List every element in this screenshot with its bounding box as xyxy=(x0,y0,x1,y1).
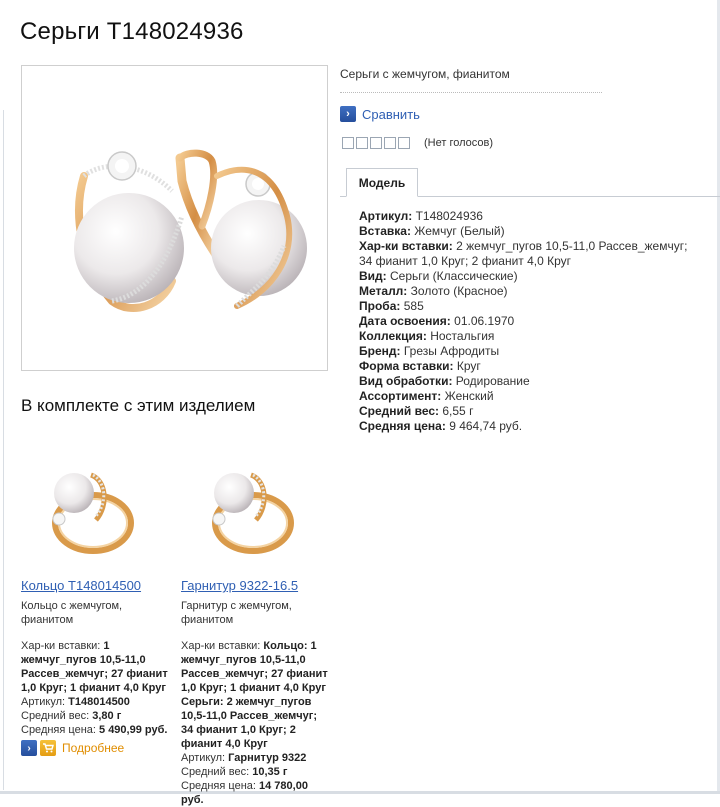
property-value: 01.06.1970 xyxy=(454,314,515,328)
property-key: Бренд: xyxy=(359,344,401,358)
kit-item-specs xyxy=(21,639,171,737)
property-row xyxy=(359,284,699,299)
property-value: Родирование xyxy=(455,374,530,388)
property-key: Дата освоения: xyxy=(359,314,451,328)
price-key: Средняя цена: xyxy=(181,780,256,792)
property-key: Вид обработки: xyxy=(359,374,453,388)
kit-item-link[interactable]: Гарнитур 9322-16.5 xyxy=(181,578,299,593)
ring-icon xyxy=(181,445,306,570)
kit-section-title: В комплекте с этим изделием xyxy=(21,396,256,415)
property-value: T148024936 xyxy=(415,209,483,223)
more-actions xyxy=(21,740,124,756)
kit-item-link[interactable]: Кольцо T148014500 xyxy=(21,578,142,593)
property-key: Хар-ки вставки: xyxy=(359,239,453,253)
specs-key: Хар-ки вставки: xyxy=(21,640,101,652)
rating-star-1[interactable] xyxy=(342,137,354,149)
property-key: Ассортимент: xyxy=(359,389,442,403)
property-key: Средний вес: xyxy=(359,404,440,418)
specs-key: Хар-ки вставки: xyxy=(181,640,261,652)
property-row xyxy=(359,404,699,419)
set-image[interactable] xyxy=(181,445,306,570)
property-row xyxy=(359,359,699,374)
property-key: Вставка: xyxy=(359,224,411,238)
ring-icon xyxy=(21,445,146,570)
earrings-image xyxy=(22,66,327,370)
property-row xyxy=(359,329,699,344)
more-link[interactable]: Подробнее xyxy=(62,741,125,755)
property-key: Средняя цена: xyxy=(359,419,446,433)
property-value: 2 жемчуг_пугов 10,5-11,0 Рассев_жемчуг; 34 фианит 1,0 Круг; 2 фианит 4,0 Круг xyxy=(359,239,688,268)
property-value: Жемчуг (Белый) xyxy=(414,224,505,238)
left-frame-border xyxy=(0,110,4,790)
product-properties xyxy=(359,209,699,434)
price-key: Средняя цена: xyxy=(21,724,96,736)
property-row xyxy=(359,344,699,359)
property-value: Круг xyxy=(456,359,481,373)
bottom-frame-border xyxy=(0,791,720,794)
rating-star-4[interactable] xyxy=(384,137,396,149)
weight-key: Средний вес: xyxy=(21,710,90,722)
property-row xyxy=(359,314,699,329)
property-row xyxy=(359,209,699,224)
property-value: Серьги (Классические) xyxy=(390,269,518,283)
property-key: Металл: xyxy=(359,284,408,298)
property-row xyxy=(359,374,699,389)
property-value: 9 464,74 руб. xyxy=(449,419,523,433)
property-value: Золото (Красное) xyxy=(410,284,508,298)
rating-widget xyxy=(342,137,493,149)
property-key: Артикул: xyxy=(359,209,413,223)
article-key: Артикул: xyxy=(181,752,226,764)
kit-item-description: Гарнитур с жемчугом, фианитом xyxy=(181,600,292,626)
property-row xyxy=(359,239,699,269)
property-row xyxy=(359,419,699,434)
specs-value: 1 жемчуг_пугов 10,5-11,0 Рассев_жемчуг; 27 фианит 1,0 Круг; 1 фианит 4,0 Круг xyxy=(21,640,168,694)
rating-star-3[interactable] xyxy=(370,137,382,149)
votes-count: (Нет голосов) xyxy=(424,137,494,149)
specs-value: Кольцо: 1 жемчуг_пугов 10,5-11,0 Рассев_жемчуг; 27 фианит 1,0 Круг; 1 фианит 4,0 Круг Серьги: 2 жемчуг_пугов 10,5-11,0 Рассев_жемчуг; 34 фианит 1,0 Круг; 2 фианит 4,0 Круг xyxy=(181,640,328,750)
property-value: Женский xyxy=(444,389,494,403)
property-row xyxy=(359,224,699,239)
property-row xyxy=(359,389,699,404)
price-value: 5 490,99 руб. xyxy=(99,724,168,736)
weight-value: 3,80 г xyxy=(92,710,122,722)
property-row xyxy=(359,299,699,314)
cart-icon[interactable] xyxy=(40,740,56,756)
rating-star-2[interactable] xyxy=(356,137,368,149)
divider xyxy=(340,92,602,93)
property-row xyxy=(359,269,699,284)
property-value: 585 xyxy=(403,299,424,313)
weight-value: 10,35 г xyxy=(252,766,288,778)
article-value: Гарнитур 9322 xyxy=(228,752,307,764)
ring-image[interactable] xyxy=(21,445,146,570)
kit-item xyxy=(181,445,331,807)
rating-star-5[interactable] xyxy=(398,137,410,149)
arrow-right-icon[interactable]: › xyxy=(21,740,37,756)
kit-item-description: Кольцо с жемчугом, фианитом xyxy=(21,600,123,626)
property-key: Коллекция: xyxy=(359,329,427,343)
property-key: Форма вставки: xyxy=(359,359,454,373)
page-title: Серьги T148024936 xyxy=(20,18,244,45)
article-value: T148014500 xyxy=(68,696,130,708)
price-value: 14 780,00 руб. xyxy=(181,780,308,806)
product-photo[interactable] xyxy=(21,65,328,371)
kit-item-specs xyxy=(181,639,331,807)
compare-button[interactable] xyxy=(340,106,420,122)
property-value: Ностальгия xyxy=(430,329,495,343)
product-short-description: Серьги с жемчугом, фианитом xyxy=(340,67,510,81)
property-key: Вид: xyxy=(359,269,387,283)
kit-item xyxy=(21,445,171,737)
arrow-right-icon: › xyxy=(340,106,356,122)
article-key: Артикул: xyxy=(21,696,66,708)
compare-label: Сравнить xyxy=(362,106,420,122)
property-key: Проба: xyxy=(359,299,401,313)
weight-key: Средний вес: xyxy=(181,766,250,778)
property-value: 6,55 г xyxy=(442,404,474,418)
tab-model[interactable]: Модель xyxy=(346,168,418,197)
property-value: Грезы Афродиты xyxy=(403,344,500,358)
